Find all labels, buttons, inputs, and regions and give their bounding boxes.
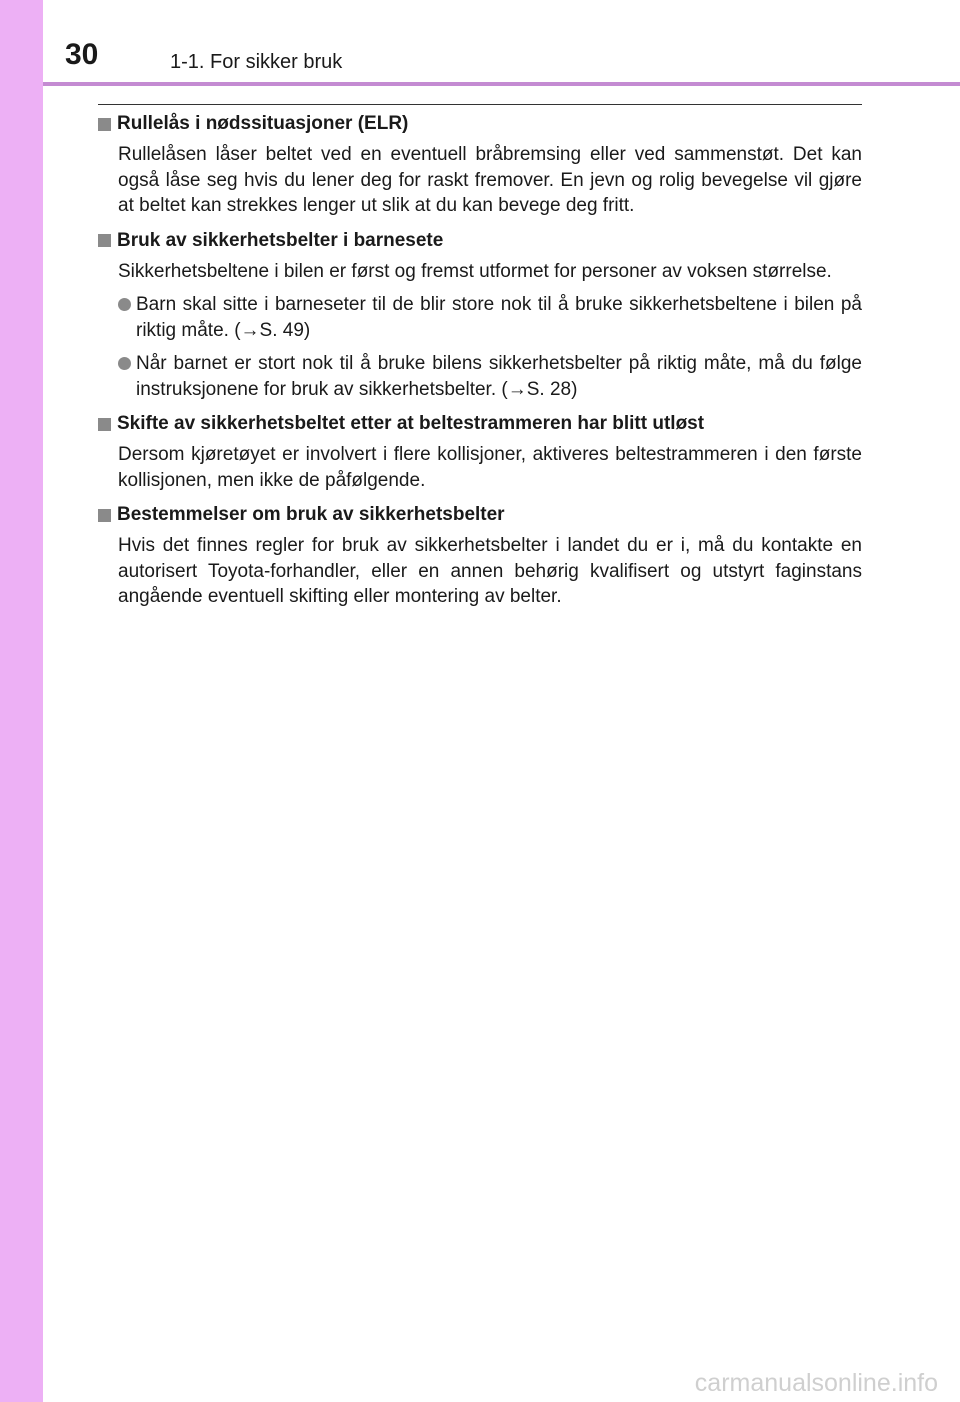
section-pretensioner <box>98 412 862 493</box>
page-header <box>43 0 960 86</box>
section-heading <box>98 412 862 436</box>
content-divider <box>98 104 862 105</box>
page-number: 30 <box>65 38 99 71</box>
circle-bullet-icon <box>118 357 131 370</box>
section-child-seat <box>98 229 862 403</box>
section-paragraph: Dersom kjøretøyet er involvert i flere kollisjoner, aktiveres beltestrammeren i den første kollisjonen, men ikke de påfølgende. <box>118 444 862 491</box>
section-heading <box>98 229 862 253</box>
section-title: Rullelås i nødssituasjoner (ELR) <box>117 113 409 134</box>
side-tab-strip <box>0 0 43 1402</box>
section-paragraph: Rullelåsen låser beltet ved en eventuell bråbremsing eller ved sammenstøt. Det kan også låse seg hvis du lener deg for raskt fremover. En jevn og rolig bevegelse vil gjøre at beltet kan strekkes lenger ut slik at du kan bevege deg fritt. <box>118 144 862 216</box>
square-bullet-icon <box>98 234 111 247</box>
square-bullet-icon <box>98 118 111 131</box>
square-bullet-icon <box>98 509 111 522</box>
section-heading <box>98 503 862 527</box>
section-title: Bruk av sikkerhetsbelter i barnesete <box>117 229 444 251</box>
content-body <box>98 112 862 620</box>
watermark: carmanualsonline.info <box>694 1369 938 1397</box>
header-divider <box>43 82 960 86</box>
section-heading <box>98 112 862 136</box>
section-elr <box>98 112 862 219</box>
section-regulations <box>98 503 862 610</box>
bullet-text: Barn skal sitte i barneseter til de blir store nok til å bruke sikkerhetsbeltene i bilen på riktig måte. (→S. 49) <box>136 294 862 341</box>
square-bullet-icon <box>98 418 111 431</box>
bullet-text: Når barnet er stort nok til å bruke bilens sikkerhetsbelter på riktig måte, må du følge instruksjonene for bruk av sikkerhetsbelter. (→S. 28) <box>136 353 862 400</box>
bullet-item <box>118 292 862 343</box>
section-paragraph: Sikkerhetsbeltene i bilen er først og fremst utformet for personer av voksen størrelse. <box>118 260 832 282</box>
section-paragraph: Hvis det finnes regler for bruk av sikkerhetsbelter i landet du er i, må du kontakte en autorisert Toyota-forhandler, eller en annen behørig kvalifisert og utstyrt faginstans angående eventuell skifting eller montering av belter. <box>118 535 862 607</box>
section-title: Bestemmelser om bruk av sikkerhetsbelter <box>117 504 505 525</box>
section-title: Skifte av sikkerhetsbeltet etter at beltestrammeren har blitt utløst <box>117 413 705 434</box>
circle-bullet-icon <box>118 298 131 311</box>
bullet-item <box>118 351 862 402</box>
chapter-title: 1-1. For sikker bruk <box>170 51 343 73</box>
